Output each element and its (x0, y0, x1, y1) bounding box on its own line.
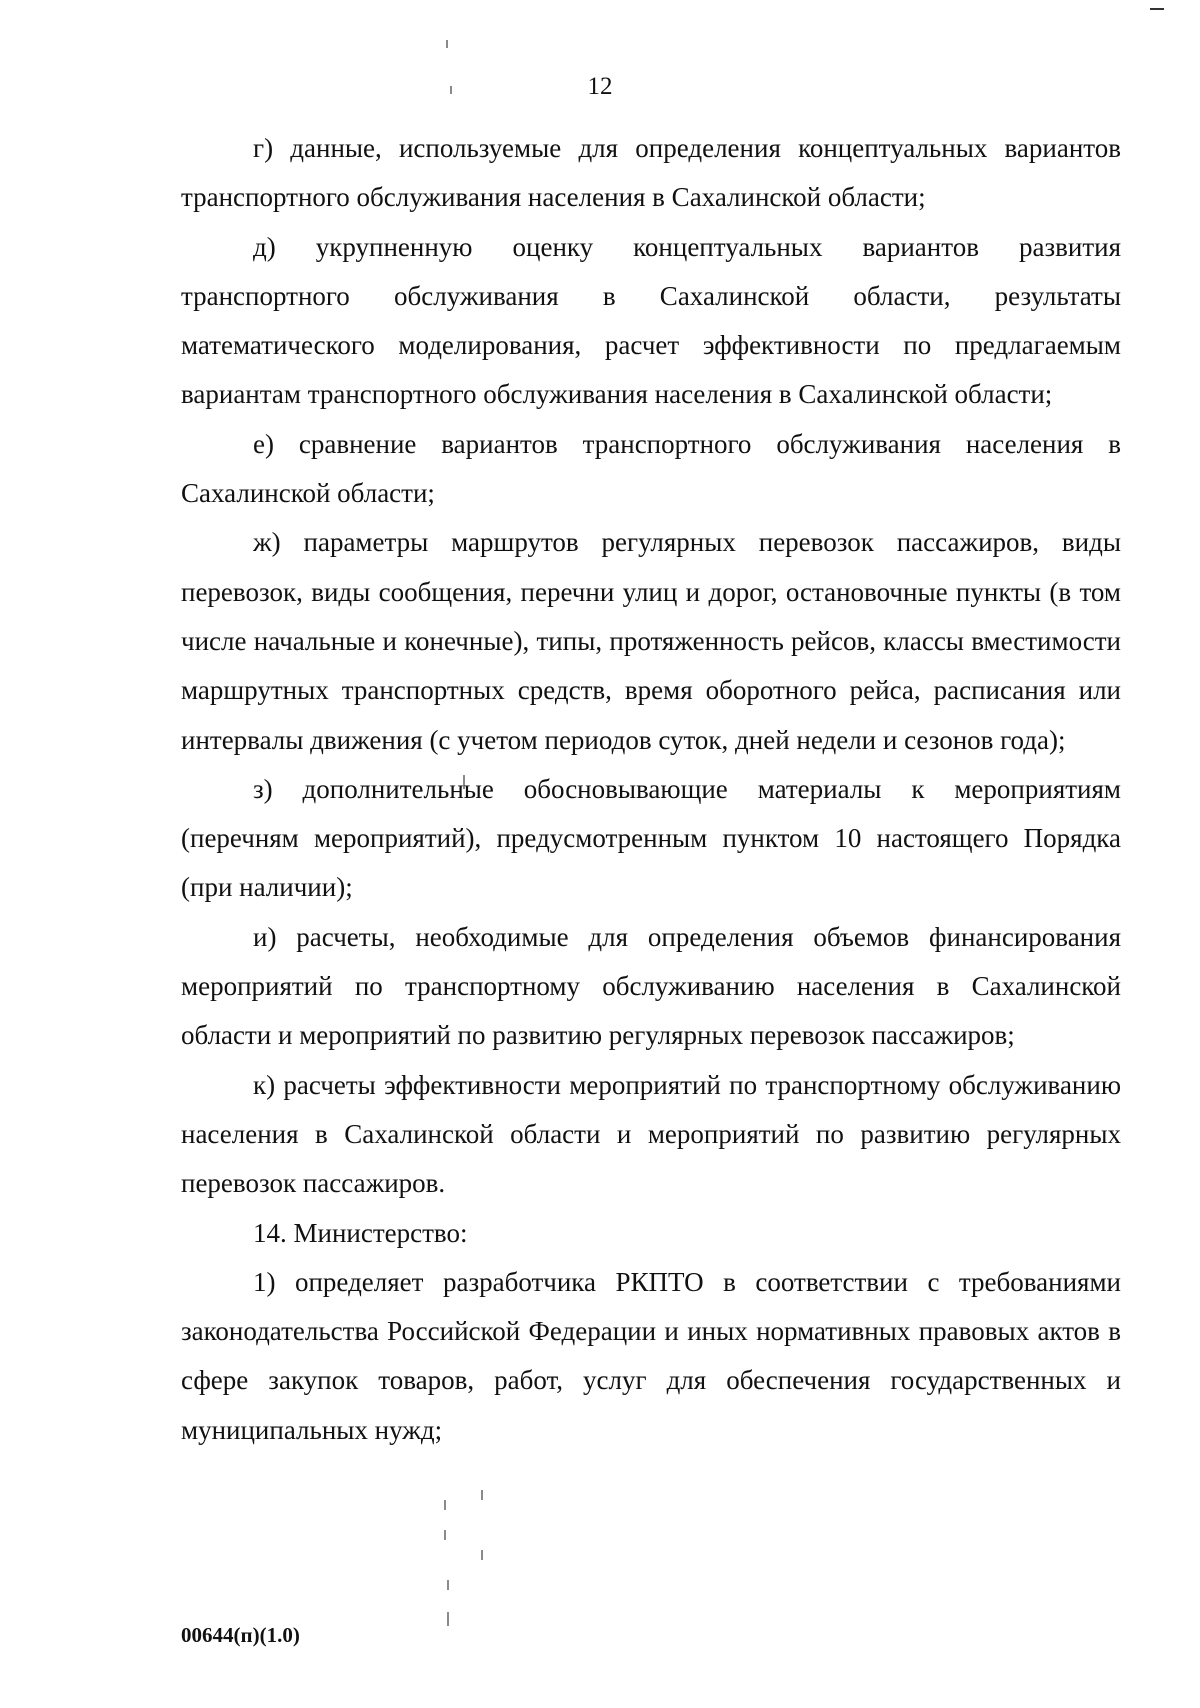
paragraph-zh: ж) параметры маршрутов регулярных перевозок пассажиров, виды перевозок, виды сообщения, перечни улиц и дорог, остановочные пункты (в том числе начальные и конечные), типы, протяженность рейсов, классы вместимости маршрутных транспортных средств, время оборотного рейса, расписания или интервалы движения (с учетом периодов суток, дней недели и сезонов года); (181, 527, 1121, 755)
paragraph-e: е) сравнение вариантов транспортного обслуживания населения в Сахалинской области; (181, 428, 1121, 509)
scan-speck (481, 1490, 483, 1500)
page-number: 12 (587, 73, 613, 100)
paragraph-1: 1) определяет разработчика РКПТО в соответствии с требованиями законодательства Российской Федерации и иных нормативных правовых актов в сфере закупок товаров, работ, услуг для обеспечения государственных и муниципальных нужд; (181, 1266, 1121, 1445)
scan-speck (447, 1612, 449, 1626)
scan-edge-mark (1150, 8, 1164, 10)
scan-speck (446, 40, 448, 48)
scan-speck (444, 1530, 446, 1540)
paragraph-g: г) данные, используемые для определения концептуальных вариантов транспортного обслуживания населения в Сахалинской области; (181, 133, 1121, 213)
document-code: 00644(п)(1.0) (181, 1623, 300, 1647)
paragraph-z: з) дополнительные обосновывающие материалы к мероприятиям (перечням мероприятий), предусмотренным пунктом 10 настоящего Порядка (при наличии); (181, 773, 1121, 903)
document-body (181, 124, 1121, 1455)
section-heading-14: 14. Министерство: (253, 1217, 468, 1248)
paragraph-d: д) укрупненную оценку концептуальных вариантов развития транспортного обслуживания в Сахалинской области, результаты математического моделирования, расчет эффективности по предлагаемым вариантам транспортного обслуживания населения в Сахалинской области; (181, 231, 1121, 410)
paragraph-k: к) расчеты эффективности мероприятий по транспортному обслуживанию населения в Сахалинской области и мероприятий по развитию регулярных перевозок пассажиров. (181, 1069, 1121, 1199)
paragraph-i: и) расчеты, необходимые для определения объемов финансирования мероприятий по транспортному обслуживанию населения в Сахалинской области и мероприятий по развитию регулярных перевозок пассажиров; (181, 921, 1121, 1051)
scan-speck (481, 1550, 483, 1560)
scan-speck (447, 1580, 449, 1590)
scan-speck (444, 1500, 446, 1510)
